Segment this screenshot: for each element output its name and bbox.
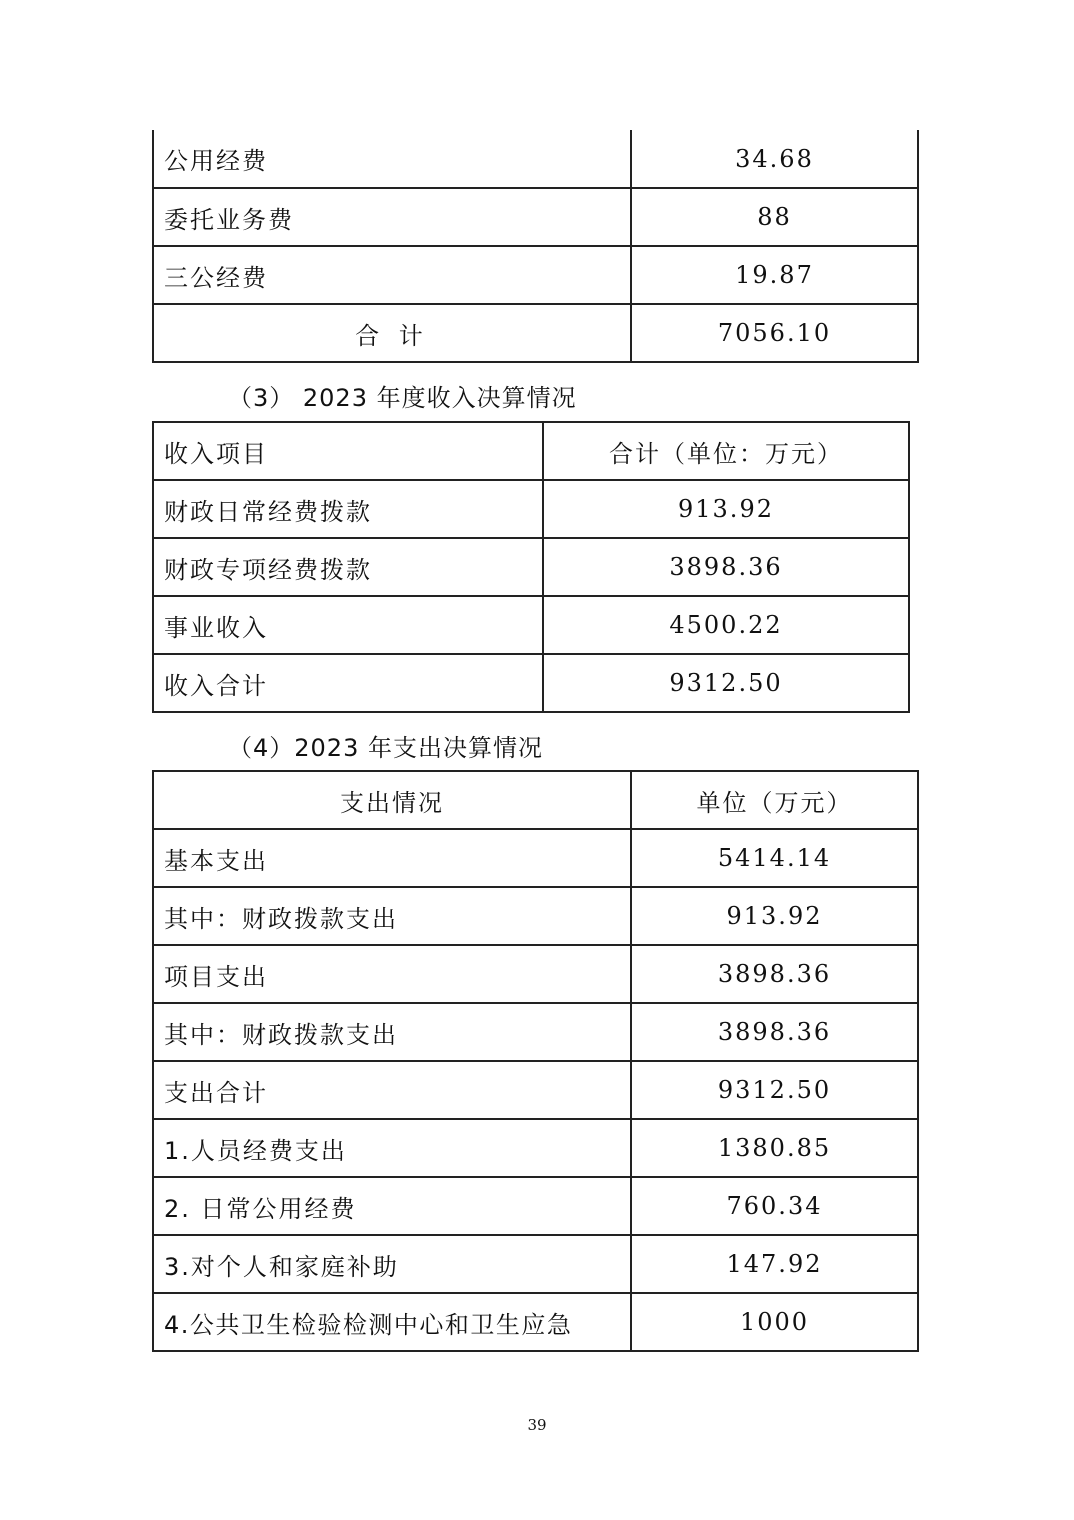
table-row [153, 1119, 918, 1177]
expense-table-continued [152, 130, 919, 363]
table-row [153, 246, 918, 304]
row-value: 1000 [631, 1293, 918, 1351]
section-heading-income: （3） 2023 年度收入决算情况 [228, 384, 577, 412]
row-value: 4500.22 [543, 596, 909, 654]
table-row [153, 829, 918, 887]
row-label: 其中：财政拨款支出 [153, 1003, 631, 1061]
table-row [153, 1235, 918, 1293]
table-row [153, 188, 918, 246]
header-col1: 支出情况 [153, 771, 631, 829]
row-label: 委托业务费 [153, 188, 631, 246]
row-value: 3898.36 [631, 945, 918, 1003]
table-row [153, 1293, 918, 1351]
row-value: 88 [631, 188, 918, 246]
row-label: 财政日常经费拨款 [153, 480, 543, 538]
row-label: 事业收入 [153, 596, 543, 654]
row-label: 4.公共卫生检验检测中心和卫生应急 [153, 1293, 631, 1351]
row-value: 34.68 [631, 130, 918, 188]
table-row [153, 1177, 918, 1235]
total-label: 合 计 [153, 304, 631, 362]
row-value: 5414.14 [631, 829, 918, 887]
row-label: 3.对个人和家庭补助 [153, 1235, 631, 1293]
table-row [153, 130, 918, 188]
row-value: 913.92 [631, 887, 918, 945]
section-heading-expense: （4）2023 年支出决算情况 [228, 734, 543, 762]
table-row [153, 538, 909, 596]
row-label: 项目支出 [153, 945, 631, 1003]
row-value: 19.87 [631, 246, 918, 304]
row-label: 收入合计 [153, 654, 543, 712]
row-label: 公用经费 [153, 130, 631, 188]
row-value: 913.92 [543, 480, 909, 538]
table-row [153, 480, 909, 538]
row-value: 3898.36 [543, 538, 909, 596]
table-row [153, 887, 918, 945]
income-table [152, 421, 910, 713]
table-total-row [153, 304, 918, 362]
table-header-row [153, 422, 909, 480]
row-label: 1.人员经费支出 [153, 1119, 631, 1177]
row-label: 2. 日常公用经费 [153, 1177, 631, 1235]
row-value: 147.92 [631, 1235, 918, 1293]
row-value: 1380.85 [631, 1119, 918, 1177]
row-value: 3898.36 [631, 1003, 918, 1061]
expense-table [152, 770, 919, 1352]
row-label: 基本支出 [153, 829, 631, 887]
table-row [153, 1003, 918, 1061]
row-label: 其中：财政拨款支出 [153, 887, 631, 945]
row-value: 9312.50 [631, 1061, 918, 1119]
table-row [153, 945, 918, 1003]
row-label: 支出合计 [153, 1061, 631, 1119]
table-row [153, 654, 909, 712]
header-col2: 合计（单位：万元） [543, 422, 909, 480]
page-number: 39 [527, 1416, 547, 1434]
row-label: 三公经费 [153, 246, 631, 304]
header-col2: 单位（万元） [631, 771, 918, 829]
table-row [153, 1061, 918, 1119]
header-col1: 收入项目 [153, 422, 543, 480]
table-header-row [153, 771, 918, 829]
row-value: 760.34 [631, 1177, 918, 1235]
table-row [153, 596, 909, 654]
row-label: 财政专项经费拨款 [153, 538, 543, 596]
total-value: 7056.10 [631, 304, 918, 362]
row-value: 9312.50 [543, 654, 909, 712]
